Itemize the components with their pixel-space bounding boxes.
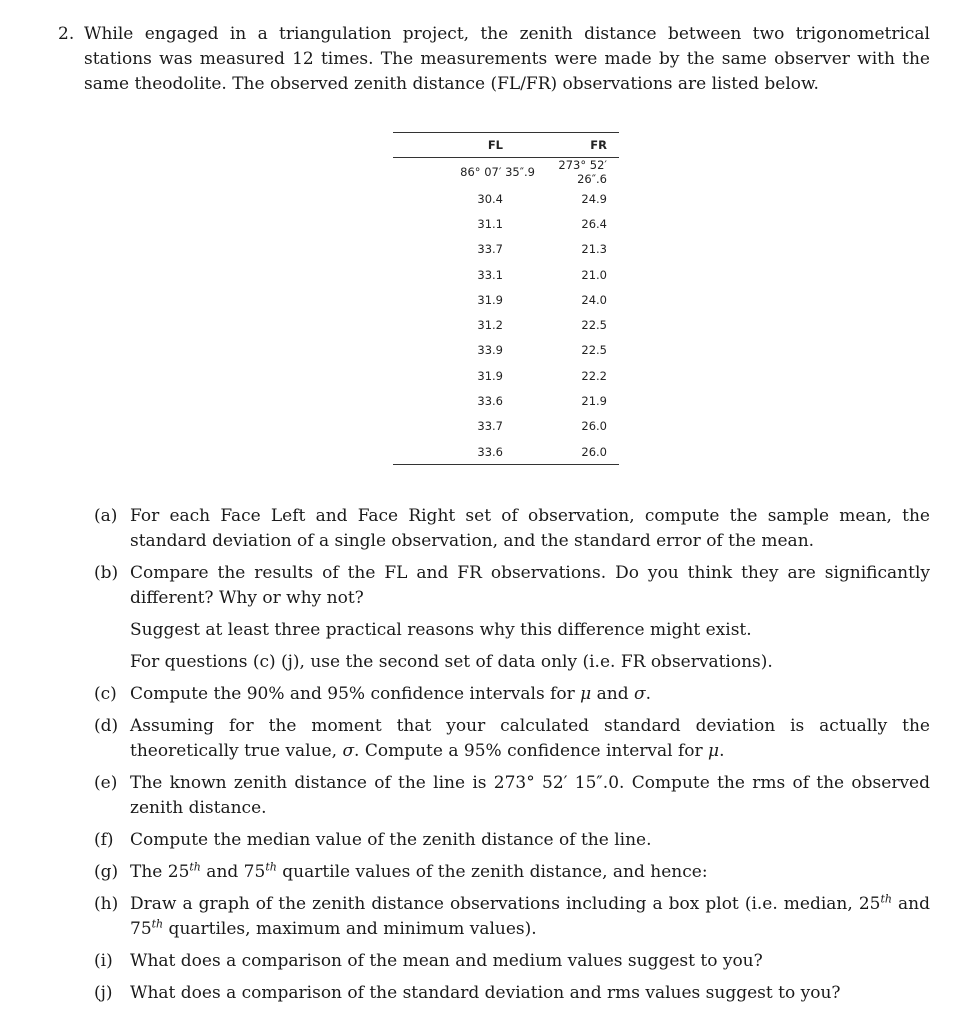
- question-g: [94, 860, 930, 885]
- problem-statement: [58, 22, 930, 97]
- fl-cell: 33.6: [477, 394, 503, 409]
- question-text-and: and: [591, 684, 635, 704]
- fr-cell: 21.0: [581, 267, 607, 282]
- table-row: [393, 287, 619, 312]
- question-text: For each Face Left and Face Right set of observation, compute the sample mean, the standard deviation of a single observation, and the standard error of the mean.: [130, 506, 930, 551]
- question-i: [94, 949, 930, 974]
- question-b-note-1: Suggest at least three practical reasons why this difference might exist.: [130, 620, 752, 640]
- question-label: (j): [94, 983, 113, 1003]
- fl-cell: 33.7: [477, 242, 503, 257]
- question-text-end: .: [645, 684, 652, 704]
- question-a: [94, 504, 930, 554]
- superscript-th: th: [189, 860, 201, 874]
- header-fr: FR: [590, 138, 607, 152]
- fr-cell: 22.5: [581, 343, 607, 358]
- fl-cell: 33.9: [477, 343, 503, 358]
- question-label: (e): [94, 773, 118, 793]
- superscript-th: th: [265, 860, 277, 874]
- table-row: [393, 211, 619, 236]
- question-c: [94, 682, 930, 707]
- fl-cell: 86° 07′ 35″.9: [460, 165, 535, 179]
- question-h: [94, 892, 930, 942]
- fr-cell: 26.0: [581, 419, 607, 434]
- question-list: [94, 504, 930, 1006]
- fr-cell: 273° 52′ 26″.6: [558, 158, 607, 186]
- question-j: [94, 981, 930, 1006]
- header-fl: FL: [487, 138, 503, 152]
- question-text: Compute the 90% and 95% confidence intervals for: [130, 684, 581, 704]
- question-e: [94, 771, 930, 821]
- fl-cell: 33.1: [477, 267, 503, 282]
- table-row: [393, 312, 619, 337]
- fr-cell: 24.9: [581, 191, 607, 206]
- table-row: [393, 237, 619, 262]
- question-label: (g): [94, 862, 119, 882]
- problem-text: While engaged in a triangulation project, the zenith distance between two trigonometrical stations was measured 12 times. The measurements were made by the same observer with the same theodolite. The observed zenith distance (FL/FR) observations are listed below.: [84, 24, 930, 94]
- question-text-2: and 75: [130, 894, 930, 939]
- question-f: [94, 828, 930, 853]
- fl-cell: 31.2: [477, 318, 503, 333]
- table-bottom-rule: [393, 464, 619, 465]
- fl-cell: 31.1: [477, 216, 503, 231]
- question-d: [94, 714, 930, 764]
- fr-cell: 26.4: [581, 216, 607, 231]
- table-row: [393, 439, 619, 464]
- table-row: [393, 363, 619, 388]
- table-row: [393, 414, 619, 439]
- question-text: What does a comparison of the standard deviation and rms values suggest to you?: [130, 983, 841, 1003]
- question-label: (a): [94, 506, 118, 526]
- question-label: (h): [94, 894, 119, 914]
- fl-cell: 33.6: [477, 444, 503, 459]
- fl-cell: 31.9: [477, 368, 503, 383]
- question-text: Compute the median value of the zenith distance of the line.: [130, 830, 652, 850]
- question-label: (b): [94, 563, 119, 583]
- question-text: Compare the results of the FL and FR observations. Do you think they are significantly different? Why or why not?: [130, 563, 930, 608]
- question-text-mid: . Compute a 95% confidence interval for: [354, 741, 709, 761]
- question-label: (d): [94, 716, 119, 736]
- question-text: What does a comparison of the mean and medium values suggest to you?: [130, 951, 763, 971]
- question-b-note-2: For questions (c) (j), use the second set of data only (i.e. FR observations).: [130, 652, 773, 672]
- fl-cell: 30.4: [477, 191, 503, 206]
- question-text: Draw a graph of the zenith distance observations including a box plot (i.e. median, 25: [130, 894, 881, 914]
- question-text-end: .: [719, 741, 725, 761]
- question-text-3: quartiles, maximum and minimum values).: [163, 919, 537, 939]
- sigma-symbol: σ: [634, 684, 646, 704]
- question-text-3: quartile values of the zenith distance, and hence:: [276, 862, 708, 882]
- question-b: [94, 561, 930, 611]
- table-row: [393, 186, 619, 211]
- question-label: (i): [94, 951, 113, 971]
- fr-cell: 22.5: [581, 318, 607, 333]
- mu-symbol: μ: [580, 684, 592, 704]
- table-row: [393, 158, 619, 186]
- fr-cell: 24.0: [581, 292, 607, 307]
- question-label: (f): [94, 830, 114, 850]
- fr-cell: 21.3: [581, 242, 607, 257]
- fl-cell: 31.9: [477, 292, 503, 307]
- question-text-2: and 75: [200, 862, 266, 882]
- fr-cell: 21.9: [581, 394, 607, 409]
- observations-table: [393, 132, 619, 465]
- table-row: [393, 262, 619, 287]
- fl-cell: 33.7: [477, 419, 503, 434]
- table-row: [393, 338, 619, 363]
- mu-symbol: μ: [708, 741, 720, 761]
- superscript-th: th: [880, 892, 892, 906]
- question-text: The 25: [130, 862, 190, 882]
- table-row: [393, 388, 619, 413]
- question-text: Assuming for the moment that your calculated standard deviation is actually the theoretically true value,: [130, 716, 930, 761]
- question-label: (c): [94, 684, 117, 704]
- fr-cell: 26.0: [581, 444, 607, 459]
- sigma-symbol: σ: [342, 741, 355, 761]
- question-text: The known zenith distance of the line is 273° 52′ 15″.0. Compute the rms of the observed zenith distance.: [130, 773, 930, 818]
- problem-number: 2.: [58, 24, 75, 44]
- table-header-row: [393, 133, 619, 157]
- fr-cell: 22.2: [581, 368, 607, 383]
- superscript-th: th: [151, 917, 164, 931]
